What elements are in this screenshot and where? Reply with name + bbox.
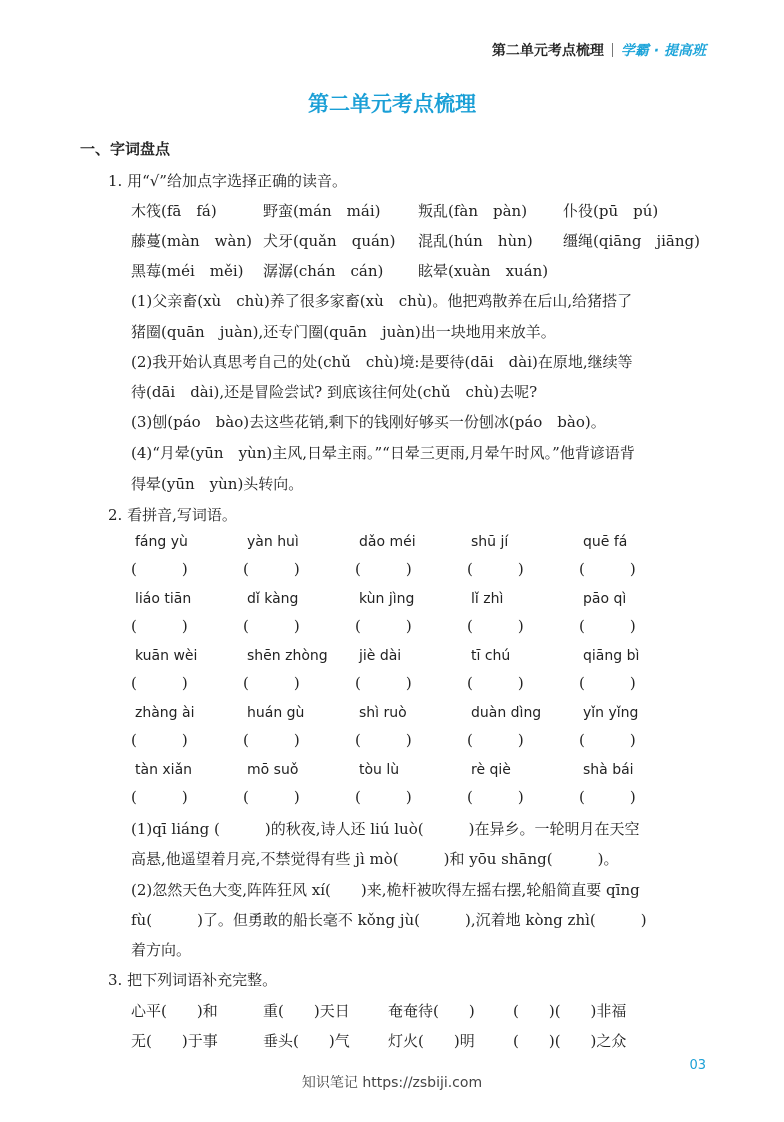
answer-blank[interactable]: ( ): [131, 731, 188, 749]
pinyin-prompt: lǐ zhì: [471, 591, 504, 607]
answer-blank[interactable]: ( ): [243, 674, 300, 692]
page-number: 03: [689, 1058, 706, 1073]
answer-blank[interactable]: ( ): [467, 788, 524, 806]
answer-blank[interactable]: ( ): [131, 674, 188, 692]
q1-item: 野蛮(mán mái): [263, 202, 381, 220]
answer-blank[interactable]: ( ): [467, 731, 524, 749]
header-divider: [612, 43, 613, 57]
answer-blank[interactable]: ( ): [355, 617, 412, 635]
header-section-title: 第二单元考点梳理: [491, 43, 604, 59]
idiom-blank: 奄奄待( ): [388, 1002, 475, 1020]
answer-blank[interactable]: ( ): [243, 560, 300, 578]
q1-item: 仆役(pū pú): [563, 202, 659, 220]
pinyin-prompt: huán gù: [247, 705, 305, 721]
pinyin-prompt: tòu lù: [359, 762, 400, 778]
answer-blank[interactable]: ( ): [467, 674, 524, 692]
pinyin-prompt: quē fá: [583, 534, 628, 550]
answer-blank[interactable]: ( ): [579, 674, 636, 692]
pinyin-prompt: tàn xiǎn: [135, 762, 193, 778]
pinyin-prompt: shēn zhòng: [247, 648, 328, 664]
pinyin-prompt: liáo tiān: [135, 591, 192, 607]
answer-blank[interactable]: ( ): [355, 674, 412, 692]
answer-blank[interactable]: ( ): [131, 788, 188, 806]
pinyin-prompt: duàn dìng: [471, 705, 542, 721]
q1-item: 潺潺(chán cán): [263, 262, 384, 280]
brand-logo: 学霸 · 提高班: [620, 43, 706, 59]
pinyin-prompt: rè qiè: [471, 762, 511, 778]
pinyin-prompt: dǐ kàng: [247, 591, 299, 607]
pinyin-prompt: kùn jìng: [359, 591, 415, 607]
q1-item: 缰绳(qiāng jiāng): [563, 232, 700, 250]
answer-blank[interactable]: ( ): [243, 617, 300, 635]
pinyin-prompt: jiè dài: [359, 648, 402, 664]
pinyin-prompt: shū jí: [471, 534, 509, 550]
idiom-blank: 灯火( )明: [388, 1032, 475, 1050]
pinyin-prompt: tī chú: [471, 648, 511, 664]
q1-sentence: 得晕(yūn yùn)头转向。: [131, 475, 304, 493]
q1-sentence: (3)刨(páo bào)去这些花销,剩下的钱刚好够买一份刨冰(páo bào)。: [131, 413, 606, 431]
pinyin-prompt: kuān wèi: [135, 648, 198, 664]
answer-blank[interactable]: ( ): [467, 617, 524, 635]
pinyin-prompt: shà bái: [583, 762, 634, 778]
idiom-blank: 无( )于事: [131, 1032, 218, 1050]
pinyin-prompt: zhàng ài: [135, 705, 195, 721]
page-title: 第二单元考点梳理: [308, 92, 476, 116]
pinyin-prompt: pāo qì: [583, 591, 627, 607]
answer-blank[interactable]: ( ): [355, 560, 412, 578]
q1-prompt: 1. 用“√”给加点字选择正确的读音。: [108, 172, 347, 190]
answer-blank[interactable]: ( ): [355, 788, 412, 806]
q1-sentence: (4)“月晕(yūn yùn)主风,日晕主雨。”“日晕三更雨,月晕午时风。”他背谚语背: [131, 444, 635, 462]
answer-blank[interactable]: ( ): [579, 731, 636, 749]
q2-sentence: fù( )了。但勇敢的船长毫不 kǒng jù( ),沉着地 kòng zhì( ): [131, 911, 647, 929]
answer-blank[interactable]: ( ): [243, 731, 300, 749]
q1-sentence: 猪圈(quān juàn),还专门圈(quān juàn)出一块地用来放羊。: [131, 323, 556, 341]
q2-sentence: (1)qī liáng ( )的秋夜,诗人还 liú luò( )在异乡。一轮明月在天空: [131, 820, 640, 838]
idiom-blank: 垂头( )气: [263, 1032, 350, 1050]
q1-item: 黑莓(méi měi): [131, 262, 244, 280]
idiom-blank: 重( )天日: [263, 1002, 350, 1020]
q3-prompt: 3. 把下列词语补充完整。: [108, 971, 278, 989]
pinyin-prompt: fáng yù: [135, 534, 188, 550]
answer-blank[interactable]: ( ): [579, 788, 636, 806]
q2-sentence: 高悬,他遥望着月亮,不禁觉得有些 jì mò( )和 yōu shāng( )。: [131, 850, 619, 868]
pinyin-prompt: qiāng bì: [583, 648, 640, 664]
idiom-blank: 心平( )和: [131, 1002, 218, 1020]
q1-item: 藤蔓(màn wàn): [131, 232, 252, 250]
q2-sentence: 着方向。: [131, 941, 192, 959]
pinyin-prompt: dǎo méi: [359, 534, 416, 550]
q1-item: 混乱(hún hùn): [418, 232, 533, 250]
idiom-blank: ( )( )非福: [513, 1002, 627, 1020]
answer-blank[interactable]: ( ): [467, 560, 524, 578]
running-header: [492, 40, 706, 60]
q1-item: 犬牙(quǎn quán): [263, 232, 396, 250]
pinyin-prompt: yǐn yǐng: [583, 705, 639, 721]
answer-blank[interactable]: ( ): [355, 731, 412, 749]
q2-sentence: (2)忽然天色大变,阵阵狂风 xí( )来,桅杆被吹得左摇右摆,轮船简直要 qīng: [131, 881, 640, 899]
q1-sentence: (1)父亲畜(xù chù)养了很多家畜(xù chù)。他把鸡散养在后山,给猪搭了: [131, 292, 633, 310]
answer-blank[interactable]: ( ): [131, 617, 188, 635]
answer-blank[interactable]: ( ): [131, 560, 188, 578]
answer-blank[interactable]: ( ): [243, 788, 300, 806]
q1-item: 木筏(fā fá): [131, 202, 217, 220]
q1-sentence: 待(dāi dài),还是冒险尝试? 到底该往何处(chǔ chù)去呢?: [131, 383, 538, 401]
q1-sentence: (2)我开始认真思考自己的处(chǔ chù)境:是要待(dāi dài)在原地,继续等: [131, 353, 633, 371]
q1-item: 眩晕(xuàn xuán): [418, 262, 549, 280]
answer-blank[interactable]: ( ): [579, 560, 636, 578]
pinyin-prompt: yàn huì: [247, 534, 299, 550]
pinyin-prompt: mō suǒ: [247, 762, 299, 778]
q1-item: 叛乱(fàn pàn): [418, 202, 528, 220]
footer-watermark: 知识笔记 https://zsbiji.com: [301, 1075, 483, 1091]
answer-blank[interactable]: ( ): [579, 617, 636, 635]
pinyin-prompt: shì ruò: [359, 705, 407, 721]
q2-prompt: 2. 看拼音,写词语。: [108, 506, 237, 524]
idiom-blank: ( )( )之众: [513, 1032, 627, 1050]
section-heading: 一、字词盘点: [80, 140, 171, 158]
